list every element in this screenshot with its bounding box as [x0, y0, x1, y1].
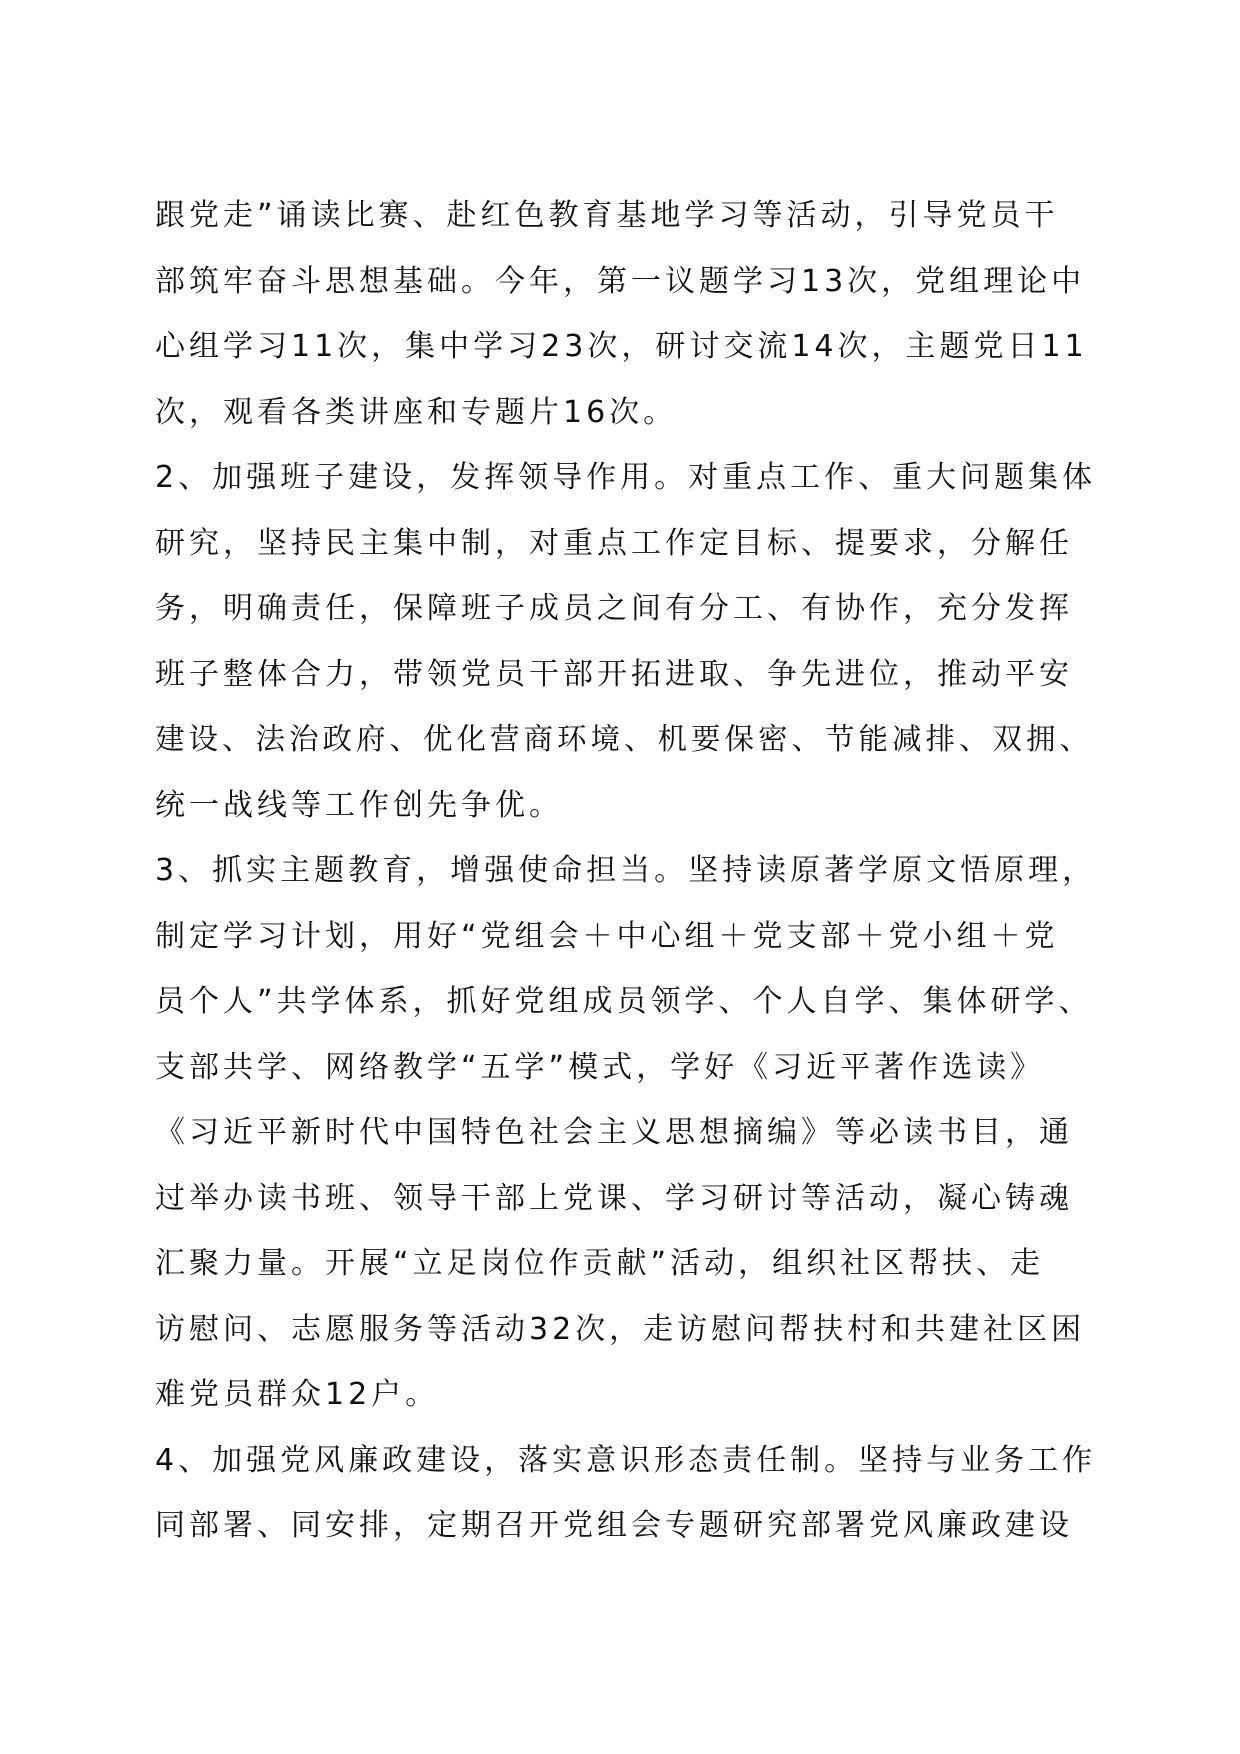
text-line: 难党员群众12户。 [155, 1377, 440, 1412]
text-line: 部筑牢奋斗思想基础。今年，第一议题学习13次，党组理论中 [155, 263, 1086, 299]
paragraph-3-line: 3、抓实主题教育，增强使命担当。坚持读原著学原文悟原理， [155, 853, 1097, 888]
text-line: 跟党走”诵读比赛、赴红色教育基地学习等活动，引导党员干 [155, 198, 1059, 233]
text-line: 建设、法治政府、优化营商环境、机要保密、节能减排、双拥、 [155, 722, 1094, 756]
text-line: 《习近平新时代中国特色社会主义思想摘编》等必读书目，通 [155, 1115, 1073, 1150]
paragraph-2-line: 2、加强班子建设，发挥领导作用。对重点工作、重大问题集体 [155, 460, 1097, 495]
text-line: 同部署、同安排，定期召开党组会专题研究部署党风廉政建设 [155, 1508, 1073, 1543]
text-line: 心组学习11次，集中学习23次，研讨交流14次，主题党日11 [155, 329, 1088, 364]
text-line: 统一战线等工作创先争优。 [155, 787, 563, 823]
text-line: 班子整体合力，带领党员干部开拓进取、争先进位，推动平安 [155, 656, 1073, 692]
text-line: 汇聚力量。开展“立足岗位作贡献”活动，组织社区帮扶、走 [155, 1246, 1045, 1281]
text-line: 员个人”共学体系，抓好党组成员领学、个人自学、集体研学、 [155, 984, 1093, 1019]
text-line: 制定学习计划，用好“党组会＋中心组＋党支部＋党小组＋党 [155, 918, 1059, 954]
text-line: 研究，坚持民主集中制，对重点工作定目标、提要求，分解任 [155, 525, 1073, 561]
paragraph-4-line: 4、加强党风廉政建设，落实意识形态责任制。坚持与业务工作 [155, 1442, 1097, 1478]
text-line: 务，明确责任，保障班子成员之间有分工、有协作，充分发挥 [155, 591, 1073, 626]
document-body [155, 183, 1100, 1559]
text-line: 支部共学、网络教学“五学”模式，学好《习近平著作选读》 [155, 1049, 1045, 1085]
text-line: 次，观看各类讲座和专题片16次。 [155, 394, 678, 430]
text-line: 访慰问、志愿服务等活动32次，走访慰问帮扶村和共建社区困 [155, 1311, 1086, 1347]
text-line: 过举办读书班、领导干部上党课、学习研讨等活动，凝心铸魂 [155, 1180, 1073, 1216]
